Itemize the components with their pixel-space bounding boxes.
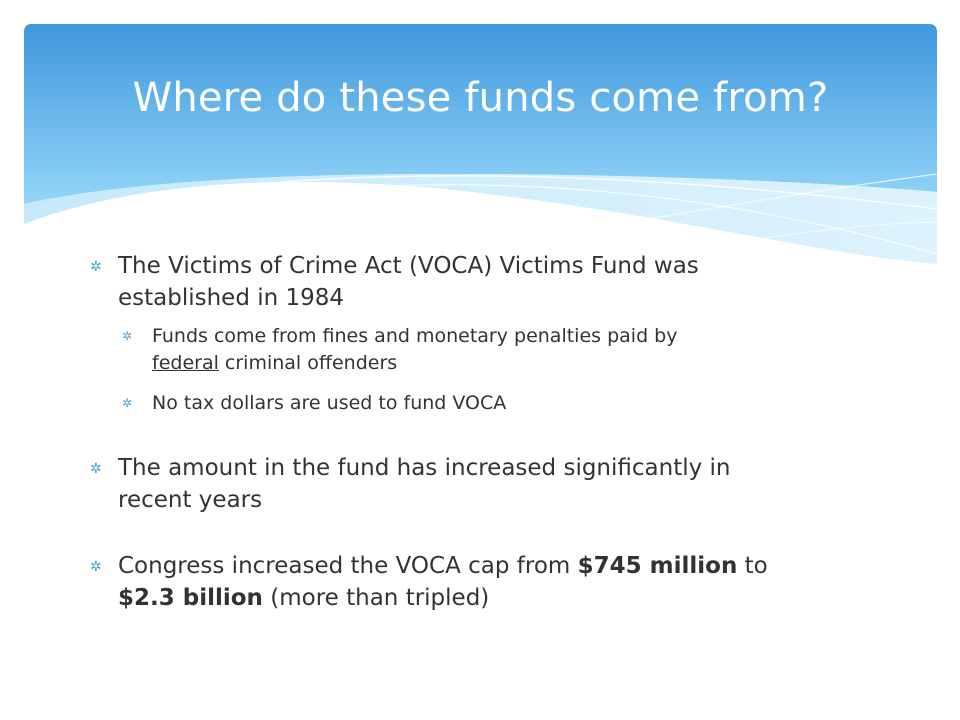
sub-bullet-text-line: Funds come from fines and monetary penalties paid by [152,325,678,347]
bullet-voca-cap [90,550,870,614]
bullet-star-icon: ✲ [122,396,133,410]
bullet-text-line: The amount in the fund has increased significantly in [118,455,731,481]
cap-old-amount: $745 million [577,553,738,579]
bullet-text-line: recent years [118,487,263,513]
bullet-star-icon: ✲ [90,259,102,275]
sub-bullet-fines [90,323,870,377]
sub-bullet-no-tax [90,390,870,417]
bullet-list [90,250,870,614]
cap-text-part: to [737,553,768,579]
title-banner [24,24,937,264]
bullet-star-icon: ✲ [90,559,102,575]
sub-bullet-text-rest: criminal offenders [218,352,398,374]
federal-underlined-word: federal [152,352,219,374]
cap-new-amount: $2.3 billion [118,585,263,611]
bullet-fund-increase [90,452,870,516]
slide-title: Where do these funds come from? [132,75,829,121]
cap-text-part: (more than tripled) [262,585,490,611]
cap-text-part: Congress increased the VOCA cap from [118,553,578,579]
bullet-text-line: The Victims of Crime Act (VOCA) Victims Fund was [118,253,699,279]
bullet-text-line: established in 1984 [118,285,345,311]
bullet-star-icon: ✲ [90,461,102,477]
bullet-voca-fund [90,250,870,314]
bullet-star-icon: ✲ [122,329,133,343]
sub-bullet-text-line: No tax dollars are used to fund VOCA [152,392,507,414]
wave-background [24,24,937,264]
